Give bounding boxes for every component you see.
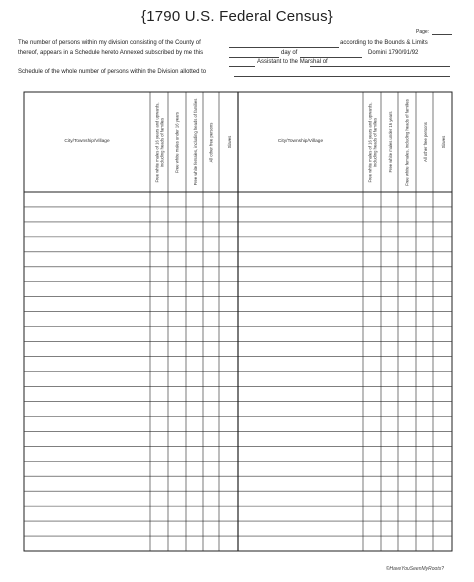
city-header-right: City/Township/Village [277,139,324,144]
column-header-left-3: Free white females, including heads of families [192,98,197,186]
column-header-right-5: Slaves [440,135,445,149]
column-header-right-4: All other free persons [422,122,427,162]
intro-line-3: Assistant to the Marshal of [257,59,328,65]
intro-line-2-left: thereof, appears in a Schedule hereto Annexed subscribed by me this [18,50,204,56]
page-label: Page: [416,29,430,35]
column-header-left-1: Free white males of 16 years and upwards, including heads of families [154,101,164,183]
intro-line-1-left: The number of persons within my division consisting of the County of [18,40,201,46]
intro-line-1-right: according to the Bounds & Limits [340,40,428,46]
column-header-left-4: All other free persons [208,122,214,162]
form-title: {1790 U.S. Federal Census} [141,8,333,25]
column-header-left-2: Free white males under 16 years [174,111,180,173]
column-header-right-1: Free white males of 16 years and upwards, including heads of families [367,101,377,183]
copyright-footer: ©HaveYouSeenMyRoots? [385,566,444,572]
column-header-left-5: Slaves [226,135,231,149]
intro-line-4: Schedule of the whole number of persons within the Division allotted to [18,69,207,75]
intro-line-2-right: Domini 1790/91/92 [368,50,419,56]
city-header-left: City/Township/Village [64,139,110,144]
column-header-right-3: Free white females, including heads of families [404,98,410,186]
intro-line-2-mid: day of [281,50,298,56]
column-header-right-2: Free white males under 16 years [387,111,392,173]
